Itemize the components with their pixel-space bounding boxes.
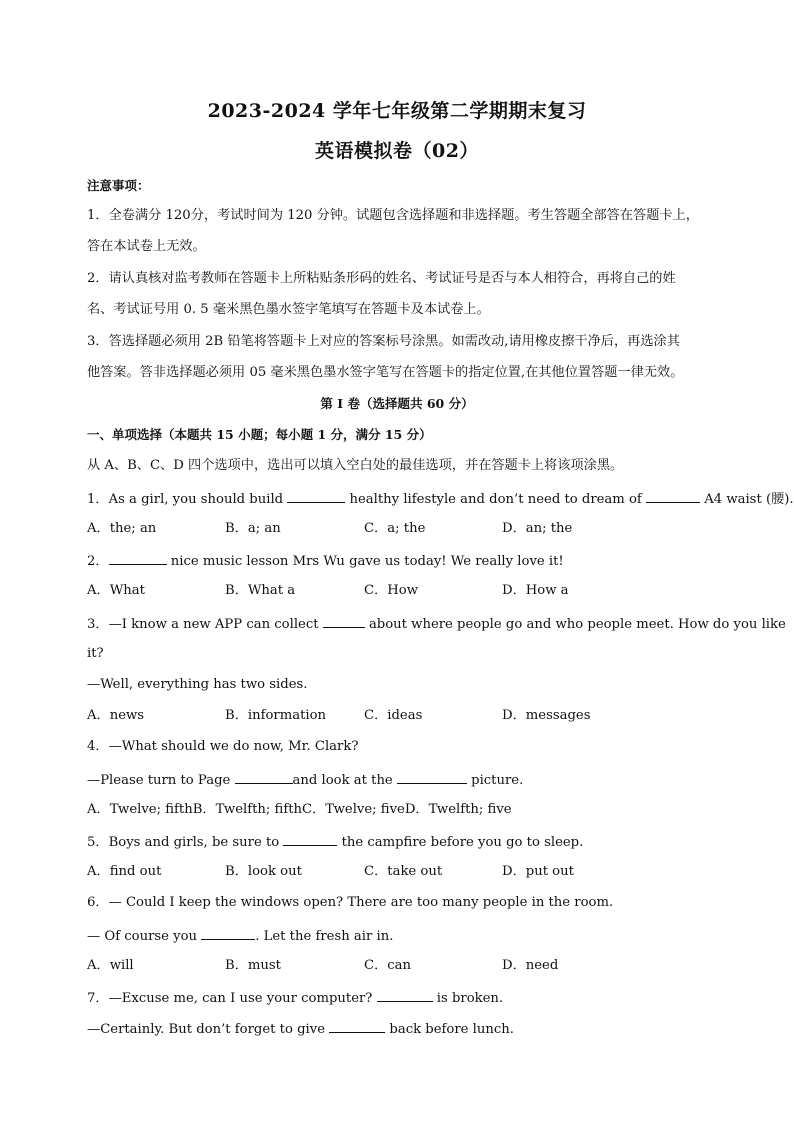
q3-text-start: 3．—I know a new APP can collect (87, 617, 323, 632)
q6-option-b: B．must (225, 958, 281, 973)
note-2-line-1: 2．请认真核对监考教师在答题卡上所粘贴条形码的姓名、考试证号是否与本人相符合，再将自己的姓 (87, 271, 676, 286)
q2-option-a: A．What (87, 583, 145, 598)
q4-text-middle: and look at the (292, 773, 397, 788)
q1-text-end: A4 waist (腰). (700, 492, 794, 507)
q1-option-b: B．a; an (225, 521, 281, 536)
note-3-line-2: 他答案。答非选择题必须用 05 毫米黑色墨水签字笔写在答题卡的指定位置,在其他位置答题一律无效。 (87, 365, 684, 380)
q2-text-end: nice music lesson Mrs Wu gave us today! We really love it! (166, 554, 564, 569)
q5-option-b: B．look out (225, 864, 302, 879)
q5-option-c: C．take out (364, 864, 443, 879)
q1-text-start: 1．As a girl, you should build (87, 492, 288, 507)
q7-reply-start: —Certainly. But don’t forget to give (87, 1022, 330, 1037)
question-6: 6．— Could I keep the windows open? There are too many people in the room. (87, 895, 614, 910)
q4-options: A．Twelve; fifthB．Twelfth; fifthC．Twelve; fiveD．Twelfth; five (87, 802, 512, 817)
q1-option-a: A．the; an (87, 521, 157, 536)
note-2-line-2: 名、考试证号用 0. 5 毫米黑色墨水签字笔填写在答题卡及本试卷上。 (87, 302, 490, 317)
q3-text-wrap: it? (87, 646, 104, 661)
q3-option-a: A．news (87, 708, 145, 723)
q2-option-b: B．What a (225, 583, 296, 598)
q4-text-end: picture. (466, 773, 524, 788)
q5-option-d: D．put out (502, 864, 574, 879)
q6-text-end: . Let the fresh air in. (255, 929, 394, 944)
q4-blank-2 (397, 771, 467, 784)
question-5 (87, 833, 712, 851)
q4-blank-1 (235, 771, 293, 784)
section-instruction: 从 A、B、C、D 四个选项中，选出可以填入空白处的最佳选项，并在答题卡上将该项涂黑。 (87, 458, 624, 473)
question-7 (87, 989, 712, 1007)
q4-text-start: —Please turn to Page (87, 773, 235, 788)
notes-heading: 注意事项： (87, 178, 150, 193)
q6-option-c: C．can (364, 958, 412, 973)
q3-blank (323, 615, 365, 628)
q4-reply (87, 771, 712, 789)
q6-blank (201, 927, 255, 940)
q5-text-end: the campfire before you go to sleep. (337, 835, 584, 850)
q1-option-d: D．an; the (502, 521, 573, 536)
q7-blank-2 (329, 1020, 385, 1033)
question-4: 4．—What should we do now, Mr. Clark? (87, 739, 359, 754)
q2-text-start: 2． (87, 554, 109, 569)
q5-blank (283, 833, 337, 846)
section-heading: 一、单项选择（本题共 15 小题；每小题 1 分，满分 15 分） (87, 427, 432, 442)
question-1 (87, 490, 794, 508)
question-3 (87, 615, 786, 633)
q2-option-c: C．How (364, 583, 419, 598)
exam-title: 2023-2024 学年七年级第二学期期末复习 (207, 100, 587, 122)
q6-option-d: D．need (502, 958, 559, 973)
q1-text-middle: healthy lifestyle and don’t need to dream of (345, 492, 647, 507)
note-1-line-2: 答在本试卷上无效。 (87, 239, 206, 254)
note-1-line-1: 1．全卷满分 120分，考试时间为 120 分钟。试题包含选择题和非选择题。考生答题全部答在答题卡上， (87, 208, 699, 223)
q7-blank-1 (377, 989, 433, 1002)
q3-option-c: C．ideas (364, 708, 423, 723)
q5-option-a: A．find out (87, 864, 162, 879)
q1-option-c: C．a; the (364, 521, 426, 536)
q3-text-end: about where people go and who people meet. How do you like (364, 617, 786, 632)
q7-reply (87, 1020, 712, 1038)
question-2 (87, 552, 712, 570)
q3-reply: —Well, everything has two sides. (87, 677, 308, 692)
q6-option-a: A．will (87, 958, 134, 973)
part-heading: 第 I 卷（选择题共 60 分） (320, 396, 474, 411)
q2-blank (109, 552, 167, 565)
note-3-line-1: 3．答选择题必须用 2B 铅笔将答题卡上对应的答案标号涂黑。如需改动,请用橡皮擦干净后，再选涂其 (87, 334, 680, 349)
q1-blank-1 (287, 490, 345, 503)
q1-blank-2 (646, 490, 700, 503)
q3-option-d: D．messages (502, 708, 591, 723)
q6-reply (87, 927, 712, 945)
q6-text-start: — Of course you (87, 929, 202, 944)
q7-reply-end: back before lunch. (385, 1022, 514, 1037)
q5-text-start: 5．Boys and girls, be sure to (87, 835, 284, 850)
exam-subtitle: 英语模拟卷（02） (315, 140, 479, 162)
q7-text-start: 7．—Excuse me, can I use your computer? (87, 991, 377, 1006)
q3-option-b: B．information (225, 708, 327, 723)
q2-option-d: D．How a (502, 583, 569, 598)
q7-text-end: is broken. (432, 991, 504, 1006)
